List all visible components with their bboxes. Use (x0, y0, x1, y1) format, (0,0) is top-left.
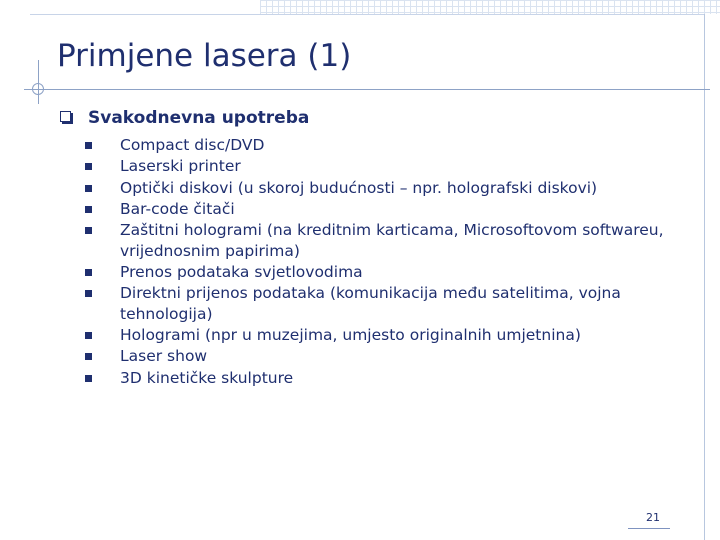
small-square-bullet-icon (85, 227, 92, 234)
section-heading-row (60, 106, 690, 130)
crosshair-vertical-line (38, 60, 39, 104)
small-square-bullet-icon (85, 353, 92, 360)
list-item-text: Laser show (120, 347, 208, 366)
list-item-text: Bar-code čitači (120, 199, 235, 218)
small-square-bullet-icon (85, 185, 92, 192)
list-item (60, 199, 680, 220)
list-item (60, 220, 680, 261)
list-item (60, 283, 680, 324)
list-item (60, 346, 680, 367)
slide-title: Primjene lasera (1) (57, 38, 352, 74)
right-guide-line (704, 14, 705, 540)
list-item (60, 368, 680, 389)
list-item (60, 135, 680, 156)
small-square-bullet-icon (85, 163, 92, 170)
list-item (60, 178, 680, 199)
usage-bullet-list (60, 135, 690, 388)
list-item-text: Laserski printer (120, 157, 241, 176)
small-square-bullet-icon (85, 375, 92, 382)
list-item-text: Prenos podataka svjetlovodima (120, 262, 363, 281)
list-item-text: Hologrami (npr u muzejima, umjesto originalnih umjetnina) (120, 326, 581, 345)
page-number-underline (628, 528, 670, 529)
small-square-bullet-icon (85, 206, 92, 213)
list-item-text: Compact disc/DVD (120, 136, 265, 154)
section-heading: Svakodnevna upotreba (88, 108, 310, 128)
list-item-text: 3D kinetičke skulpture (120, 368, 294, 387)
small-square-bullet-icon (85, 332, 92, 339)
list-item (60, 325, 680, 346)
list-item (60, 156, 680, 177)
list-item-text: Direktni prijenos podataka (komunikacija među satelitima, vojna tehnologija) (120, 284, 621, 323)
small-square-bullet-icon (85, 142, 92, 149)
top-grid-decoration (260, 0, 720, 14)
list-item-text: Optički diskovi (u skoroj budućnosti – npr. holografski diskovi) (120, 178, 598, 197)
list-item (60, 262, 680, 283)
list-item-text: Zaštitni hologrami (na kreditnim karticama, Microsoftovom softwareu, vrijednosnim papirima) (120, 221, 664, 260)
crosshair-horizontal-line (24, 89, 710, 90)
top-guide-line (30, 14, 704, 15)
crosshair-circle-icon (32, 83, 44, 95)
small-square-bullet-icon (85, 269, 92, 276)
slide-content (60, 106, 690, 389)
square-outline-bullet-icon (60, 111, 71, 122)
small-square-bullet-icon (85, 290, 92, 297)
page-number: 21 (646, 511, 660, 524)
